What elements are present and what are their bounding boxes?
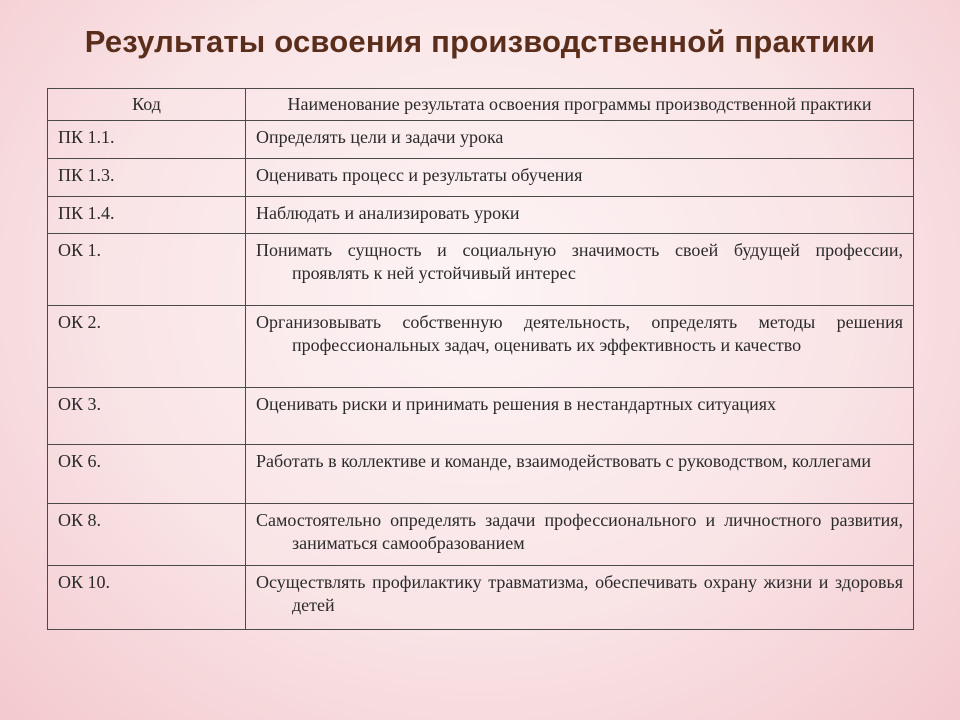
table-row (48, 388, 914, 445)
row-description (246, 566, 914, 630)
row-description (246, 445, 914, 504)
row-description-text: Наблюдать и анализировать уроки (256, 203, 520, 223)
row-description (246, 197, 914, 234)
table-row (48, 445, 914, 504)
row-code: ОК 8. (48, 504, 246, 566)
row-description (246, 159, 914, 197)
row-code: ПК 1.1. (48, 121, 246, 159)
row-code: ОК 2. (48, 306, 246, 388)
row-description (246, 121, 914, 159)
header-code: Код (48, 89, 246, 121)
table-row (48, 306, 914, 388)
table-row (48, 159, 914, 197)
header-name: Наименование результата освоения программы производственной практики (246, 89, 914, 121)
row-description (246, 388, 914, 445)
row-code: ПК 1.3. (48, 159, 246, 197)
row-description-text: Работать в коллективе и команде, взаимодействовать с руководством, коллегами (256, 451, 871, 471)
row-description-text: Оценивать процесс и результаты обучения (256, 165, 583, 185)
row-code: ОК 6. (48, 445, 246, 504)
row-description-text: Организовывать собственную деятельность, определять методы решения профессиональных задач, оценивать их эффективность и качество (256, 312, 903, 355)
row-description (246, 504, 914, 566)
row-description-text: Определять цели и задачи урока (256, 127, 504, 147)
table-row (48, 197, 914, 234)
row-code: ОК 3. (48, 388, 246, 445)
row-code: ОК 1. (48, 234, 246, 306)
row-description-text: Понимать сущность и социальную значимость своей будущей профессии, проявлять к ней устойчивый интерес (256, 240, 903, 283)
row-description-text: Осуществлять профилактику травматизма, обеспечивать охрану жизни и здоровья детей (256, 572, 903, 615)
table-row (48, 234, 914, 306)
row-code: ПК 1.4. (48, 197, 246, 234)
results-table (47, 88, 914, 630)
table-row (48, 566, 914, 630)
row-description (246, 306, 914, 388)
row-code: ОК 10. (48, 566, 246, 630)
slide-title: Результаты освоения производственной практики (84, 24, 876, 59)
row-description (246, 234, 914, 306)
row-description-text: Самостоятельно определять задачи профессионального и личностного развития, заниматься самообразованием (256, 510, 903, 553)
table-row (48, 504, 914, 566)
table-header-row (48, 89, 914, 121)
row-description-text: Оценивать риски и принимать решения в нестандартных ситуациях (256, 394, 776, 414)
table-row (48, 121, 914, 159)
